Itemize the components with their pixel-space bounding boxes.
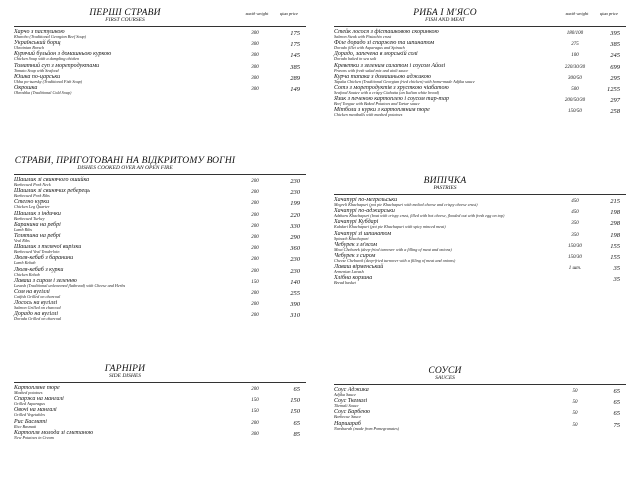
menu-item <box>14 85 306 96</box>
item-description: Lamb Kebab <box>14 260 36 266</box>
item-name: Язик з печеною картоплею і соусом тар-тар <box>334 96 449 103</box>
menu-item <box>334 40 626 51</box>
item-name: Томатний суп з морепродуктами <box>14 62 100 69</box>
item-description: Dorada Grilled on charcoal <box>14 316 62 322</box>
item-description: Salmon Steak with Pistachio crust <box>334 34 392 39</box>
weight-column-header: вихід weight <box>245 11 269 16</box>
item-description: Barbecue Sauce <box>334 414 362 420</box>
item-weight: 200 <box>251 268 259 274</box>
item-weight: 150/30 <box>568 254 582 260</box>
item-price: 149 <box>290 85 300 93</box>
section-header <box>334 366 626 385</box>
item-name: Лосось на вугіллі <box>14 300 58 307</box>
menu-item <box>14 255 306 266</box>
item-description: Seafood Sautee with a crispy Ciabatta (an Italian white bread) <box>334 89 440 95</box>
menu-item <box>14 188 306 199</box>
menu-item <box>14 177 306 188</box>
item-weight: 300 <box>251 75 259 81</box>
item-price: 330 <box>290 222 300 230</box>
item-description: Grilled Asparagus <box>14 401 45 407</box>
section-subtitle: SAUCES <box>435 375 455 381</box>
item-weight: 50 <box>572 389 578 394</box>
item-weight: 150/30 <box>568 243 582 249</box>
item-description: Tkemali Sauce <box>334 403 359 409</box>
item-name: Люля-кебаб з баранини <box>14 255 74 262</box>
item-weight: 50 <box>572 411 578 417</box>
item-name: Шашлик з телячої вирізки <box>14 244 82 251</box>
item-name: Соус Барбекю <box>334 409 371 416</box>
item-price: 150 <box>290 397 300 405</box>
item-price: 258 <box>610 108 620 116</box>
menu-item <box>14 419 306 430</box>
item-description: Narsharab (made from Pomegranates) <box>334 425 400 431</box>
item-price: 699 <box>610 63 620 71</box>
item-description: Ukrainian Borsch <box>14 45 45 51</box>
item-name: Шашлик зі свинячого ошийка <box>14 177 90 183</box>
section-title: СТРАВИ, ПРИГОТОВАНІ НА ВІДКРИТОМУ ВОГНІ <box>14 156 236 166</box>
menu-item <box>334 242 626 253</box>
item-name: Чебурек з сиром <box>334 252 376 259</box>
item-weight: 300 <box>251 42 259 48</box>
item-price: 65 <box>613 388 620 395</box>
menu-section <box>334 176 626 287</box>
section-title: ВИПІЧКА <box>423 176 467 186</box>
menu-item <box>334 51 626 62</box>
item-weight: 200 <box>251 212 259 218</box>
item-price: 35 <box>613 265 620 273</box>
menu-item <box>334 74 626 85</box>
item-weight: 350 <box>571 221 579 227</box>
item-price: 255 <box>290 289 300 297</box>
item-price: 230 <box>290 178 300 185</box>
weight-column-header: вихід weight <box>565 11 589 16</box>
item-description: Rice Basmati <box>14 423 37 429</box>
item-name: Курячий бульйон з домашньою куркою <box>14 51 112 58</box>
menu-item <box>14 267 306 278</box>
item-description: Beef Tongue with Baked Potatoes and Tartar sauce <box>334 101 420 107</box>
item-price: 198 <box>610 209 620 217</box>
item-description: Chicken meatballs with mashed potatoes <box>334 112 403 118</box>
item-name: Овочі на мангалі <box>14 407 57 414</box>
item-description: Adjika Sauce <box>334 392 356 397</box>
item-description: Barbecued Veal Tenderloin <box>14 249 60 255</box>
item-description: Okroshka (Traditional Cold Soup) <box>14 89 72 95</box>
item-price: 289 <box>290 74 300 82</box>
item-weight: 200 <box>251 223 259 229</box>
item-name: Спаржа на мангалі <box>14 396 64 403</box>
item-name: Телятина на ребрі <box>14 232 61 239</box>
item-weight: 50 <box>572 422 578 428</box>
menu-section <box>14 156 306 322</box>
menu-item <box>334 387 626 398</box>
menu-item <box>14 233 306 244</box>
section-subtitle: FISH AND MEAT <box>425 17 465 23</box>
item-weight: 150 <box>251 398 259 404</box>
item-name: Хачапурі зі шпинатом <box>334 230 392 237</box>
menu-item <box>14 199 306 210</box>
section-title: ПЕРШІ СТРАВИ <box>89 8 161 18</box>
item-name: Філе дорадо зі спаржею та шпинатом <box>334 40 435 47</box>
item-name: Соус Аджика <box>334 387 369 393</box>
menu-item <box>14 244 306 255</box>
item-weight: 275 <box>571 42 579 48</box>
item-name: Соус Ткемалі <box>334 398 368 405</box>
item-weight: 200 <box>251 246 259 252</box>
item-price: 245 <box>610 52 620 60</box>
item-description: Spinach Khachapuri <box>334 235 369 241</box>
item-price: 140 <box>290 278 300 286</box>
item-weight: 300 <box>251 53 259 59</box>
item-price: 385 <box>610 41 620 49</box>
menu-item <box>14 407 306 418</box>
item-price: 65 <box>293 419 300 427</box>
item-name: Лаваш з сиром і зеленню <box>14 277 77 284</box>
menu-section <box>14 364 306 441</box>
item-name: Сотэ з морепродуктів з хрусткою чіабатою <box>334 84 449 91</box>
item-weight: 200 <box>251 201 259 207</box>
item-weight: 150 <box>251 409 259 415</box>
section-title: ГАРНІРИ <box>104 364 146 374</box>
item-description: Barbecued Turkey <box>14 215 45 221</box>
section-subtitle: PASTRIES <box>433 185 457 191</box>
item-price: 198 <box>610 231 620 239</box>
item-name: Хачапурі по-аджарськи <box>334 208 395 215</box>
item-weight: 150 <box>251 279 259 285</box>
item-description: Dorado baked in sea salt <box>334 56 377 62</box>
menu-item <box>14 40 306 51</box>
section-header <box>14 364 306 383</box>
item-weight: 200 <box>251 179 259 184</box>
item-weight: 200 <box>251 302 259 308</box>
section-header <box>334 8 626 27</box>
item-name: Стегно курки <box>14 199 50 206</box>
item-weight: 300 <box>251 431 259 437</box>
item-description: Bread basket <box>334 280 356 286</box>
item-weight: 300 <box>251 64 259 70</box>
item-weight: 450 <box>571 210 579 216</box>
menu-item <box>334 253 626 264</box>
item-name: Хлібна корзина <box>334 275 373 282</box>
item-name: Окрошка <box>14 84 38 91</box>
item-weight: 50 <box>572 400 578 406</box>
item-description: Chicken Soup with a dumpling chicken <box>14 56 80 62</box>
item-weight: 200 <box>251 190 259 196</box>
item-weight: 150/50 <box>568 109 582 115</box>
menu-item <box>334 398 626 409</box>
section-title: СОУСИ <box>428 366 462 376</box>
item-name: Креветки з зеленим салатом і соусом Айолі <box>334 62 446 69</box>
item-name: Хачапурі Кубдарі <box>334 219 379 226</box>
item-description: Dorado fillet with Asparagus and Spinach <box>334 45 405 51</box>
menu-item <box>14 385 306 396</box>
item-name: Чебурек з м'ясом <box>334 241 378 248</box>
menu-item <box>334 231 626 242</box>
item-price: 65 <box>293 386 300 393</box>
item-name: Дорадо на вугіллі <box>14 311 59 318</box>
menu-item <box>14 74 306 85</box>
item-name: Мітболи з курки з картопляним пюре <box>334 107 430 114</box>
item-weight: 350 <box>571 232 579 238</box>
item-price: 230 <box>290 189 300 197</box>
section-subtitle: DISHES COOKED OVER AN OPEN FIRE <box>77 165 173 171</box>
item-name: Баранина на ребрі <box>14 221 61 228</box>
item-weight: 200/50/30 <box>564 98 586 104</box>
item-price: 199 <box>290 200 300 208</box>
menu-item <box>334 409 626 420</box>
menu-item <box>14 278 306 289</box>
menu-item <box>14 289 306 300</box>
menu-item <box>334 107 626 118</box>
item-weight: 200 <box>251 257 259 263</box>
item-description: New Potatoes in Cream <box>14 434 54 440</box>
item-name: Дорадо, запечена в морській солі <box>334 51 418 58</box>
item-weight: 100 <box>571 53 579 59</box>
item-name: Люля-кебаб з курки <box>14 266 64 273</box>
item-weight: 180/100 <box>566 31 584 36</box>
item-name: Юшка по-царськи <box>14 73 61 80</box>
menu-item <box>334 29 626 40</box>
item-description: Lavash (Traditional unleavened flatbread) with Cheese and Herbs <box>14 282 126 288</box>
item-description: Lamb Ribs <box>14 226 33 232</box>
item-weight: 200 <box>251 420 259 426</box>
item-description: Barbecued Pork Ribs <box>14 193 50 199</box>
item-description: Chicken Kebab <box>14 271 40 277</box>
menu-item <box>14 63 306 74</box>
menu-item <box>334 219 626 230</box>
item-description: Barbecued Pork Neck <box>14 182 51 187</box>
item-price: 65 <box>613 410 620 418</box>
item-price: 385 <box>290 63 300 71</box>
section-subtitle: SIDE DISHES <box>109 373 141 379</box>
item-price: 310 <box>290 312 300 320</box>
item-price: 145 <box>290 52 300 60</box>
menu-item <box>14 300 306 311</box>
menu-item <box>334 96 626 107</box>
item-description: Prawns with fresh salad mix and aioli sauce <box>334 67 409 73</box>
item-price: 395 <box>610 30 620 37</box>
menu-item <box>334 264 626 275</box>
item-price: 230 <box>290 256 300 264</box>
item-name: Шашлик зі свинячих реберець <box>14 188 90 195</box>
item-price: 65 <box>613 399 620 407</box>
item-price: 360 <box>290 245 300 253</box>
menu-item <box>334 208 626 219</box>
item-price: 298 <box>610 220 620 228</box>
item-name: Хачапурі по-мегрельськи <box>334 197 398 203</box>
item-price: 35 <box>613 276 620 284</box>
item-weight: 300/50 <box>568 75 582 81</box>
menu-item <box>334 421 626 432</box>
item-price: 215 <box>610 198 620 205</box>
item-description: Kharcho (Traditional Georgian Beef Soup) <box>14 34 87 39</box>
item-price: 175 <box>290 30 300 37</box>
section-header <box>14 156 306 175</box>
menu-item <box>334 197 626 208</box>
item-price: 297 <box>610 97 620 105</box>
item-description: Tomato Soup with Seafood <box>14 67 59 73</box>
section-header <box>334 176 626 195</box>
item-price: 155 <box>610 242 620 250</box>
item-price: 155 <box>610 253 620 261</box>
menu-item <box>14 311 306 322</box>
item-weight: 1 шт. <box>568 266 582 272</box>
item-name: Курча тапака з домашньою аджикою <box>334 73 432 80</box>
item-name: Харчо з пастушкою <box>14 29 65 35</box>
menu-section <box>14 8 306 96</box>
item-name: Рис Басматі <box>14 418 47 425</box>
item-weight: 200 <box>251 387 259 392</box>
item-price: 75 <box>613 421 620 429</box>
menu-item <box>14 211 306 222</box>
item-weight: 300 <box>251 31 259 36</box>
menu-item <box>14 29 306 40</box>
item-description: Tapaka Chicken (Traditional Georgian fried chicken) with home-made Adjika sauce <box>334 78 475 84</box>
menu-item <box>334 275 626 286</box>
item-description: Catfish Grilled on charcoal <box>14 293 61 299</box>
menu-item <box>14 396 306 407</box>
item-description: Mashed potatoes <box>14 390 43 395</box>
menu-section <box>334 366 626 432</box>
item-price: 390 <box>290 301 300 309</box>
item-weight: 500 <box>571 86 579 92</box>
menu-section <box>334 8 626 119</box>
menu-item <box>334 85 626 96</box>
item-description: Kubdari Khachapuri (pot pie Khachapuri with spicy minced meat) <box>334 224 446 230</box>
item-price: 175 <box>290 41 300 49</box>
item-weight: 450 <box>571 199 579 204</box>
item-description: Salmon Grilled on charcoal <box>14 305 61 311</box>
item-description: Ukha po-tsarsky (Traditional Fish Soup) <box>14 78 83 84</box>
item-price: 220 <box>290 211 300 219</box>
section-subtitle: FIRST COURSES <box>105 17 145 23</box>
item-name: Стейк лосося з фісташковою скоринкою <box>334 29 439 35</box>
menu-item <box>14 51 306 62</box>
item-price: 230 <box>290 267 300 275</box>
item-name: Шашлик з індички <box>14 210 61 217</box>
item-weight: 200 <box>251 290 259 296</box>
price-column-header: ціна price <box>279 11 299 16</box>
menu-item <box>334 63 626 74</box>
item-name: Картопляне пюре <box>14 385 60 391</box>
menu-item <box>14 222 306 233</box>
item-name: Наршараб <box>334 420 361 427</box>
item-description: Chicken Leg Quarter <box>14 204 50 210</box>
item-description: Grilled Vegetables <box>14 412 46 418</box>
item-name: Сом на вугіллі <box>14 288 50 295</box>
item-description: Veal Ribs <box>14 237 30 243</box>
item-price: 85 <box>293 430 300 438</box>
price-column-header: ціна price <box>599 11 619 16</box>
item-price: 290 <box>290 233 300 241</box>
section-title: РИБА І М'ЯСО <box>413 8 477 18</box>
item-weight: 200 <box>251 313 259 319</box>
item-description: Armenian Lavash <box>334 269 364 275</box>
item-weight: 200 <box>251 234 259 240</box>
item-name: Український борщ <box>14 40 61 47</box>
item-price: 150 <box>290 408 300 416</box>
section-header <box>14 8 306 27</box>
menu-item <box>14 430 306 441</box>
item-description: Adzharu Khachapuri (boat with crispy crust, filled with hot cheese, flooded out with fresh egg on top) <box>334 213 505 219</box>
item-price: 1255 <box>607 85 620 93</box>
item-description: Cheese Cheburek (deep-fried turnover with a filling of meat and onions) <box>334 257 456 263</box>
item-description: Megreli Khachapuri (pot pie Khachapuri with melted cheese and crispy cheese crust) <box>334 202 478 207</box>
item-description: Meat Cheburek (deep-fried turnover with a filling of meat and onions) <box>334 246 452 252</box>
item-weight: 220/30/30 <box>564 64 586 70</box>
item-name: Картопля молода зі сметаною <box>14 429 94 436</box>
item-name: Лаваш вірменський <box>334 264 384 271</box>
item-price: 295 <box>610 74 620 82</box>
item-weight: 300 <box>251 86 259 92</box>
